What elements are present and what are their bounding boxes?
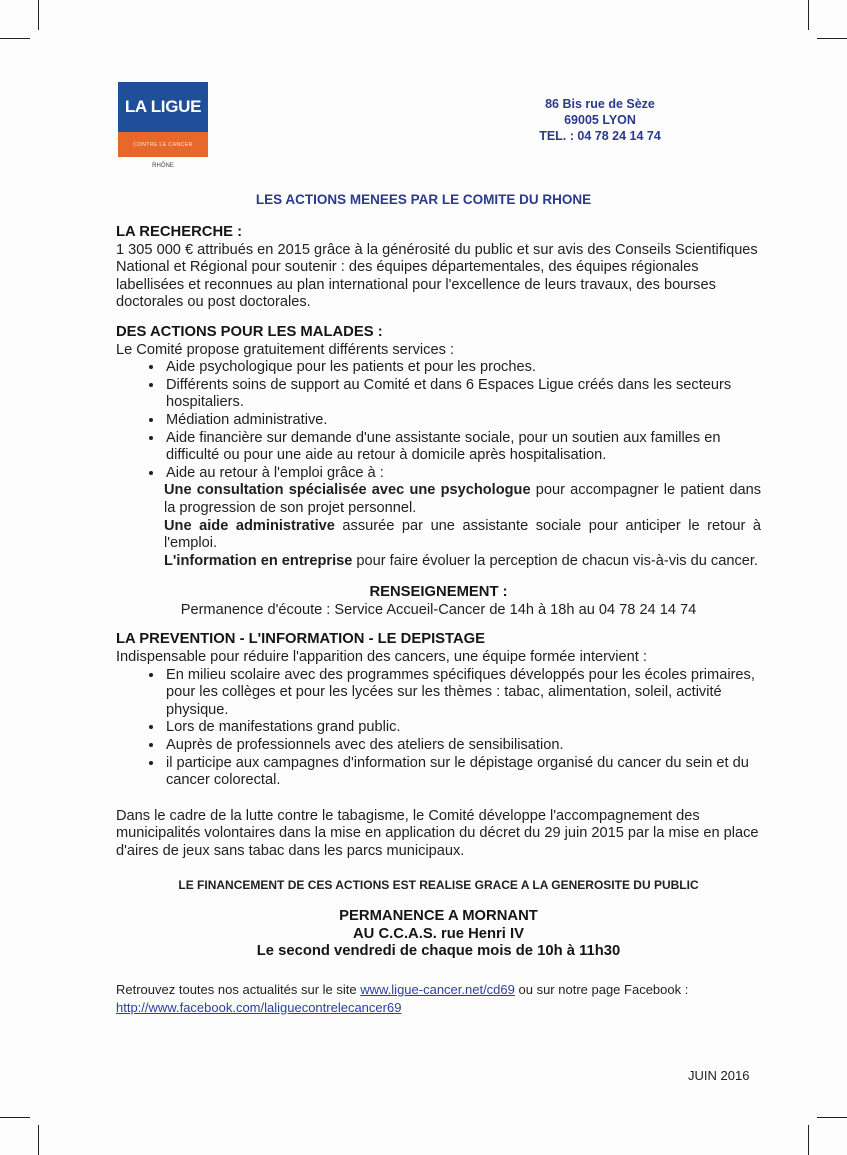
footer-middle: ou sur notre page Facebook :: [514, 981, 689, 997]
list-item: • Lors de manifestations grand public.: [164, 719, 761, 737]
crop-mark: [817, 38, 847, 39]
list-item: • Différents soins de support au Comité et dans 6 Espaces Ligue créés dans les secteurs hospitaliers.: [164, 377, 761, 412]
list-item: • Auprès de professionnels avec des ateliers de sensibilisation.: [164, 737, 761, 755]
renseignement-heading: RENSEIGNEMENT :: [369, 584, 508, 601]
document-body: [116, 224, 761, 1016]
permanence-title: PERMANENCE A MORNANT: [339, 908, 538, 925]
page-title: LES ACTIONS MENEES PAR LE COMITE DU RHONE: [255, 192, 592, 207]
crop-mark: [0, 38, 30, 39]
logo-title: LA LIGUE: [118, 82, 208, 132]
emploi-detail-bold: L'information en entreprise: [164, 552, 353, 569]
crop-mark: [817, 1117, 847, 1118]
emploi-details: [164, 482, 761, 570]
address-street: 86 Bis rue de Sèze: [545, 97, 655, 111]
emploi-detail-text: pour accompagner le patient dans la progression de son projet personnel.: [164, 482, 762, 516]
crop-mark: [808, 0, 809, 30]
recherche-heading: LA RECHERCHE :: [116, 224, 243, 240]
tabagisme-text: Dans le cadre de la lutte contre le tabagisme, le Comité développe l'accompagnement des municipalités volontaires dans la mise en application du décret du 29 juin 2015 par la mise en place d'aires de jeux sans tabac dans les parcs municipaux.: [116, 807, 759, 859]
address-phone: TEL. : 04 78 24 14 74: [539, 129, 661, 143]
logo-subtitle: CONTRE LE CANCER: [118, 132, 208, 157]
emploi-detail: [164, 518, 761, 553]
address-city: 69005 LYON: [564, 113, 636, 127]
emploi-detail: [164, 482, 761, 517]
recherche-text: 1 305 000 € attribués en 2015 grâce à la générosité du public et sur avis des Conseils Scientifiques National et Régional pour soutenir : des équipes départementales, des équipes régionales labellisées et reconnues au plan international pour l'excellence de leurs travaux, des bourses doctorales ou post doctorales.: [116, 241, 758, 311]
footer-before: Retrouvez toutes nos actualités sur le site: [116, 981, 361, 997]
financement-note: LE FINANCEMENT DE CES ACTIONS EST REALISE GRACE A LA GENEROSITE DU PUBLIC: [178, 877, 699, 892]
crop-mark: [38, 1125, 39, 1155]
permanence-location: AU C.C.A.S. rue Henri IV: [352, 925, 525, 942]
malades-list: [116, 359, 761, 482]
list-item: • En milieu scolaire avec des programmes spécifiques développés pour les écoles primaires, pour les collèges et pour les lycées sur les thèmes : tabac, alimentation, soleil, activité physique.: [164, 667, 761, 720]
emploi-detail-text: pour faire évoluer la perception de chacun vis-à-vis du cancer.: [352, 552, 758, 569]
crop-mark: [808, 1125, 809, 1155]
crop-mark: [38, 0, 39, 30]
footer-text: [116, 981, 761, 1016]
list-item: • il participe aux campagnes d'information sur le dépistage organisé du cancer du sein et du cancer colorectal.: [164, 755, 761, 790]
malades-intro: Le Comité propose gratuitement différents services :: [116, 341, 454, 358]
list-item: • Aide psychologique pour les patients et pour les proches.: [164, 359, 761, 377]
emploi-detail-bold: Une consultation spécialisée avec une psychologue: [164, 482, 531, 499]
site-link[interactable]: www.ligue-cancer.net/cd69: [360, 981, 515, 997]
address-block: [520, 96, 680, 144]
emploi-detail-text: assurée par une assistante sociale pour anticiper le retour à l'emploi.: [164, 517, 761, 552]
facebook-link[interactable]: http://www.facebook.com/laliguecontrelecancer69: [116, 999, 402, 1015]
prevention-list: [116, 667, 761, 790]
list-item: • Aide financière sur demande d'une assistante sociale, pour un soutien aux familles en difficulté ou pour une aide au retour à domicile après hospitalisation.: [164, 430, 761, 465]
crop-mark: [0, 1117, 30, 1118]
ligue-logo: [118, 82, 208, 169]
emploi-detail-bold: Une aide administrative: [164, 517, 335, 534]
emploi-detail: [164, 553, 761, 571]
list-item: • Aide au retour à l'emploi grâce à :: [164, 465, 761, 483]
document-date: JUIN 2016: [688, 1068, 750, 1083]
renseignement-text: Permanence d'écoute : Service Accueil-Cancer de 14h à 18h au 04 78 24 14 74: [180, 601, 697, 618]
prevention-heading: LA PREVENTION - L'INFORMATION - LE DEPISTAGE: [116, 631, 486, 648]
malades-heading: DES ACTIONS POUR LES MALADES :: [116, 323, 383, 340]
permanence-schedule: Le second vendredi de chaque mois de 10h à 11h30: [256, 943, 621, 960]
prevention-intro: Indispensable pour réduire l'apparition des cancers, une équipe formée intervient :: [116, 649, 647, 666]
logo-region: RHÔNE: [152, 163, 174, 169]
list-item: • Médiation administrative.: [164, 412, 761, 430]
